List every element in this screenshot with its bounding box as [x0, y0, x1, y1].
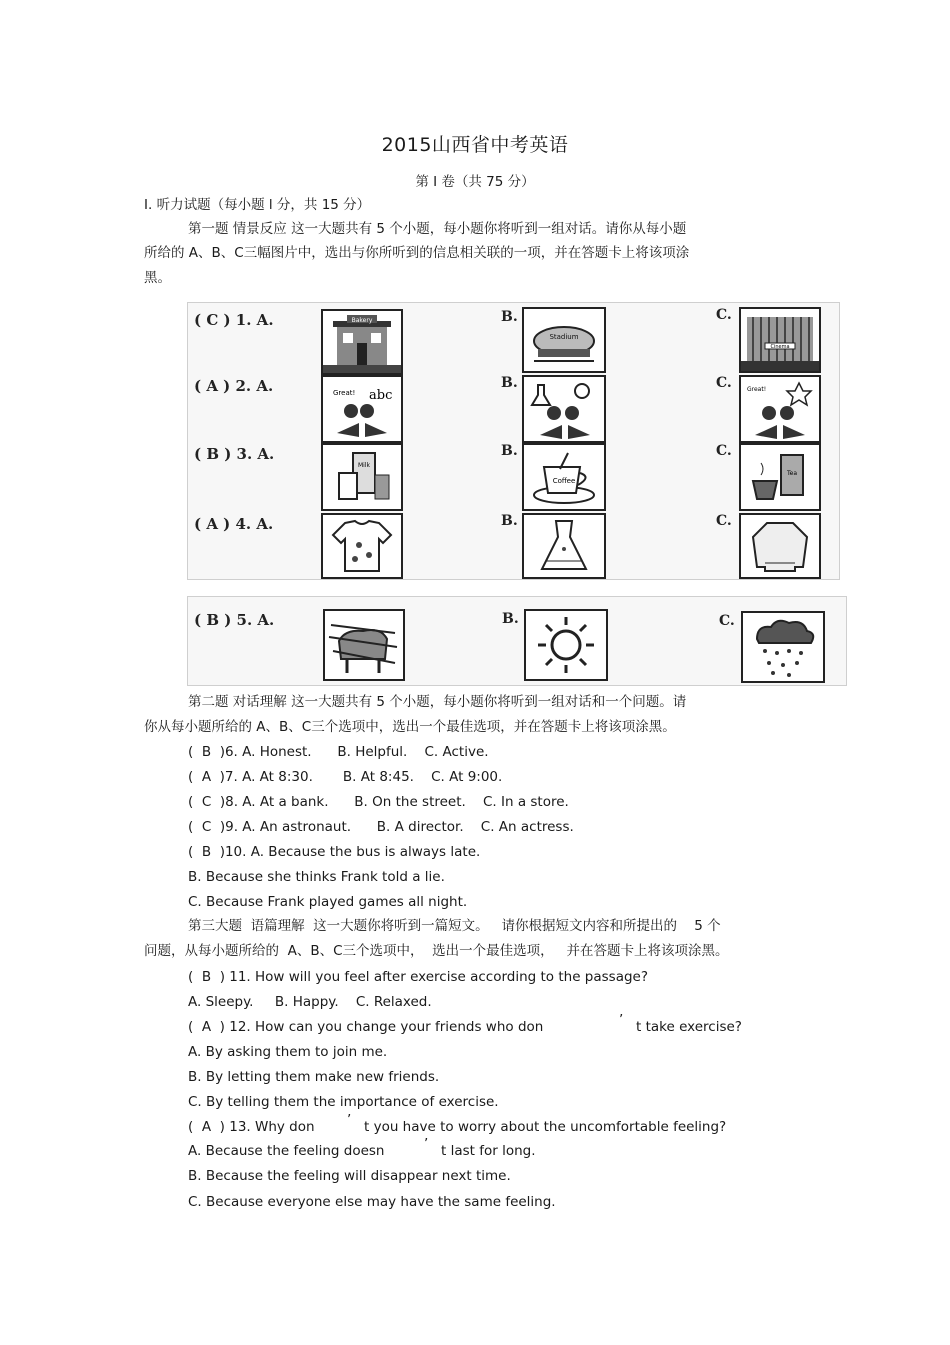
question-12-option-a: A. By asking them to join me.	[188, 1044, 388, 1060]
part1-instruction-line1: 第一题 情景反应 这一大题共有 5 个小题，每小题你将听到一组对话。请你从每小题	[188, 221, 687, 237]
option-b-label: B.	[501, 443, 518, 459]
part3-instruction-line1: 第三大题 语篇理解 这一大题你将听到一篇短文。 请你根据短文内容和所提出的 5 个	[188, 918, 721, 934]
abc-text: abc	[369, 388, 393, 403]
question-12-part1: ( A ) 12. How can you change your friends who don	[188, 1019, 544, 1035]
picture-panel-5	[187, 596, 847, 686]
great-text: Great!	[747, 386, 767, 393]
stadium-icon	[522, 307, 606, 373]
question-12-option-b: B. By letting them make new friends.	[188, 1069, 440, 1085]
row-label-2: ( A ) 2. A.	[194, 377, 274, 395]
sunny-icon	[524, 609, 608, 681]
question-12-part2: t take exercise?	[636, 1019, 742, 1035]
bakery-sign: Bakery	[351, 317, 373, 324]
great-text: Great!	[333, 389, 356, 397]
page-title: 2015山西省中考英语	[381, 134, 569, 156]
question-10-option-b: B. Because she thinks Frank told a lie.	[188, 869, 445, 885]
row-label-1: ( C ) 1. A.	[194, 311, 274, 329]
row-label-3: ( B ) 3. A.	[194, 445, 275, 463]
option-c-label: C.	[716, 307, 732, 323]
section-heading: I. 听力试题（每小题 l 分，共 15 分）	[144, 197, 371, 213]
coffee-label: Coffee	[552, 477, 576, 485]
question-9: ( C )9. A. An astronaut. B. A director. C. An actress.	[188, 819, 574, 835]
rainy-icon	[741, 611, 825, 683]
row-label-5: ( B ) 5. A.	[194, 611, 275, 629]
option-c-label: C.	[716, 375, 732, 391]
question-10: ( B )10. A. Because the bus is always late.	[188, 844, 481, 860]
reading-icon	[321, 375, 403, 443]
milk-label: Milk	[358, 462, 370, 469]
option-b-label: B.	[501, 375, 518, 391]
option-b-label: B.	[501, 309, 518, 325]
sweater-icon	[739, 513, 821, 579]
milk-icon	[321, 443, 403, 511]
picture-panel	[187, 302, 840, 580]
part1-instruction-line2: 所给的 A、B、C三幅图片中，选出与你所听到的信息相关联的一项，并在答题卡上将该项涂	[144, 245, 690, 261]
part3-instruction-line2: 问题，从每小题所给的 A、B、C三个选项中， 选出一个最佳选项， 并在答题卡上将该项涂黑。	[144, 943, 729, 959]
coffee-icon	[522, 443, 606, 511]
tea-label: Tea	[786, 470, 798, 477]
windy-icon	[323, 609, 405, 681]
science-icon	[522, 375, 606, 443]
question-13-option-b: B. Because the feeling will disappear next time.	[188, 1168, 511, 1184]
part2-instruction-line1: 第二题 对话理解 这一大题共有 5 个小题，每小题你将听到一组对话和一个问题。请	[188, 694, 687, 710]
question-12-option-c: C. By telling them the importance of exercise.	[188, 1094, 499, 1110]
cinema-sign: Cinema	[770, 344, 790, 350]
row-label-4: ( A ) 4. A.	[194, 515, 274, 533]
tshirt-icon	[321, 513, 403, 579]
question-13-part1: ( A ) 13. Why don	[188, 1119, 315, 1135]
stadium-sign: Stadium	[549, 333, 579, 341]
apostrophe-mark: ’	[347, 1112, 352, 1128]
option-c-label: C.	[716, 443, 732, 459]
apostrophe-mark: ’	[619, 1012, 624, 1028]
question-10-option-c: C. Because Frank played games all night.	[188, 894, 468, 910]
dress-icon	[522, 513, 606, 579]
page-subtitle: 第 I 卷（共 75 分）	[415, 174, 535, 190]
part2-instruction-line2: 你从每小题所给的 A、B、C三个选项中，选出一个最佳选项，并在答题卡上将该项涂黑。	[144, 719, 676, 735]
question-11-options: A. Sleepy. B. Happy. C. Relaxed.	[188, 994, 432, 1010]
question-11: ( B ) 11. How will you feel after exercise according to the passage?	[188, 969, 649, 985]
question-13-option-a-part1: A. Because the feeling doesn	[188, 1143, 385, 1159]
question-7: ( A )7. A. At 8:30. B. At 8:45. C. At 9:00.	[188, 769, 503, 785]
apostrophe-mark: ’	[424, 1136, 429, 1152]
cinema-icon	[739, 307, 821, 373]
option-c-label: C.	[719, 613, 735, 629]
question-6: ( B )6. A. Honest. B. Helpful. C. Active.	[188, 744, 489, 760]
tea-icon	[739, 443, 821, 511]
question-13-option-a-part2: t last for long.	[441, 1143, 536, 1159]
option-b-label: B.	[502, 611, 519, 627]
option-b-label: B.	[501, 513, 518, 529]
music-icon	[739, 375, 821, 443]
question-13-option-c: C. Because everyone else may have the same feeling.	[188, 1194, 556, 1210]
building-icon	[321, 309, 403, 375]
question-8: ( C )8. A. At a bank. B. On the street. C. In a store.	[188, 794, 569, 810]
question-13-part2: t you have to worry about the uncomfortable feeling?	[364, 1119, 727, 1135]
option-c-label: C.	[716, 513, 732, 529]
part1-instruction-line3: 黑。	[144, 270, 171, 286]
